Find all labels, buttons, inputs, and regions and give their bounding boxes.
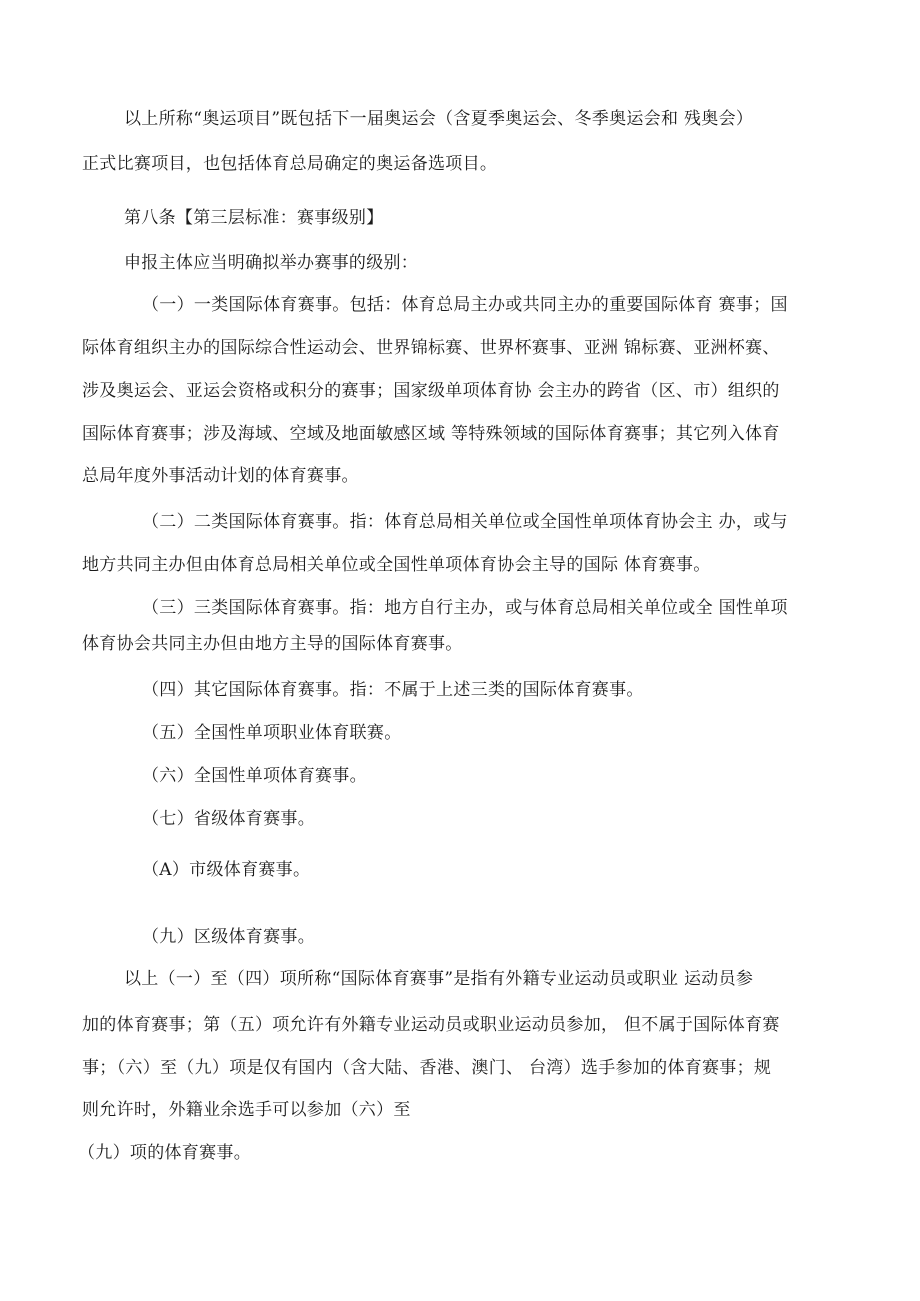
paragraph-line: （一）一类国际体育赛事。包括：体育总局主办或共同主办的重要国际体育 赛事；国: [142, 295, 788, 315]
paragraph-line: 加的体育赛事；第（五）项允许有外籍专业运动员或职业运动员参加， 但不属于国际体育赛: [82, 1015, 780, 1035]
list-item: （四）其它国际体育赛事。指：不属于上述三类的国际体育赛事。: [142, 680, 644, 700]
paragraph-line: 则允许时，外籍业余选手可以参加（六）至: [82, 1100, 411, 1120]
list-item: （五）全国性单项职业体育联赛。: [142, 723, 402, 743]
paragraph-line: 涉及奥运会、亚运会资格或积分的赛事；国家级单项体育协 会主办的跨省（区、市）组织的: [82, 381, 780, 401]
paragraph-line: 事；（六）至（九）项是仅有国内（含大陆、香港、澳门、 台湾）选手参加的体育赛事；规: [82, 1058, 772, 1078]
paragraph-line: 体育协会共同主办但由地方主导的国际体育赛事。: [82, 634, 463, 654]
paragraph-line: 正式比赛项目，也包括体育总局确定的奥运备选项目。: [82, 154, 498, 174]
paragraph-line: （九）项的体育赛事。: [78, 1143, 251, 1163]
paragraph-line: （二）二类国际体育赛事。指：体育总局相关单位或全国性单项体育协会主 办，或与: [142, 512, 788, 532]
paragraph-line: 总局年度外事活动计划的体育赛事。: [82, 466, 359, 486]
paragraph-line: （三）三类国际体育赛事。指：地方自行主办，或与体育总局相关单位或全 国性单项: [142, 598, 788, 618]
article-heading: 第八条【第三层标准：赛事级别】: [124, 208, 384, 228]
list-item: （六）全国性单项体育赛事。: [142, 766, 367, 786]
list-item: （九）区级体育赛事。: [142, 927, 315, 947]
paragraph-line: 国际体育赛事；涉及海域、空域及地面敏感区域 等特殊领域的国际体育赛事；其它列入体育: [82, 424, 780, 444]
paragraph-line: 地方共同主办但由体育总局相关单位或全国性单项体育协会主导的国际 体育赛事。: [82, 555, 711, 575]
paragraph-line: 际体育组织主办的国际综合性运动会、世界锦标赛、世界杯赛事、亚洲 锦标赛、亚洲杯赛、: [82, 338, 780, 358]
list-item: （七）省级体育赛事。: [142, 809, 315, 829]
paragraph-line: 以上所称“奥运项目”既包括下一届奥运会（含夏季奥运会、冬季奥运会和 残奥会）: [124, 109, 754, 129]
paragraph-line: 申报主体应当明确拟举办赛事的级别：: [124, 253, 419, 273]
paragraph-line: 以上（一）至（四）项所称“国际体育赛事”是指有外籍专业运动员或职业 运动员参: [124, 969, 754, 989]
list-item: （A）市级体育赛事。: [142, 860, 311, 880]
